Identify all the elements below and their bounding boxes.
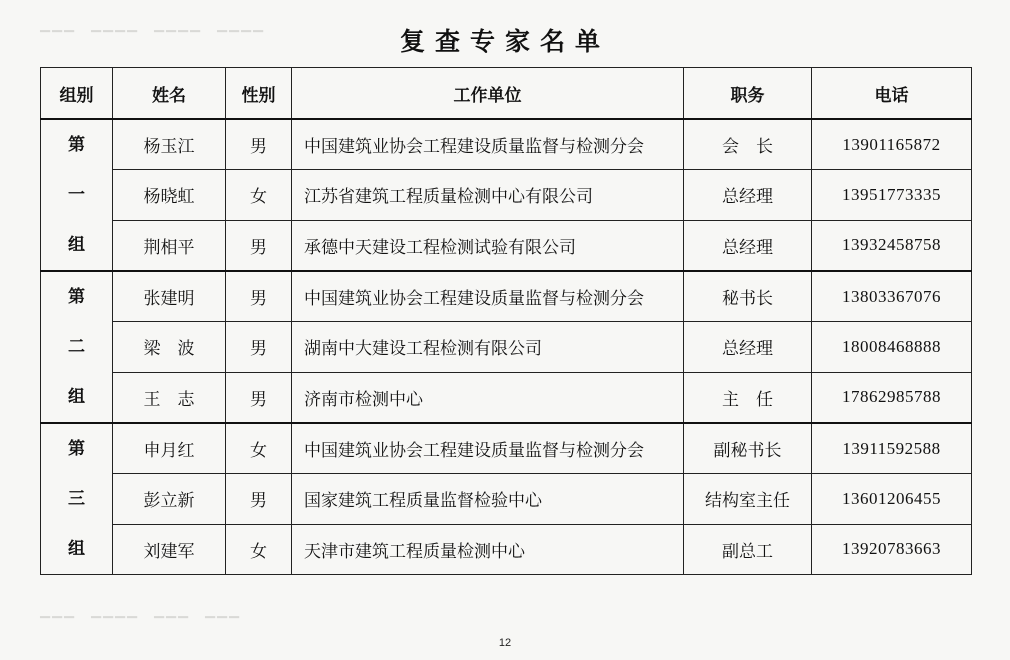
cell-unit: 天津市建筑工程质量检测中心 — [292, 524, 684, 574]
table-row — [41, 524, 972, 574]
cell-gender: 男 — [226, 474, 292, 524]
table-row — [41, 271, 972, 322]
header-unit: 工作单位 — [292, 68, 684, 120]
table-row — [41, 220, 972, 271]
cell-phone: 13803367076 — [812, 271, 972, 322]
header-group: 组别 — [41, 68, 113, 120]
cell-position: 会 长 — [684, 119, 812, 170]
cell-position: 副秘书长 — [684, 423, 812, 474]
page-number: 12 — [498, 637, 512, 649]
page-title: 复查专家名单 — [399, 27, 610, 56]
cell-phone: 13932458758 — [812, 220, 972, 271]
cell-unit: 江苏省建筑工程质量检测中心有限公司 — [292, 170, 684, 220]
cell-name: 杨晓虹 — [113, 170, 226, 220]
cell-name: 彭立新 — [113, 474, 226, 524]
table-row — [41, 423, 972, 474]
table-row — [41, 372, 972, 423]
group-label-char: 第 — [68, 135, 85, 155]
group-label-char: 第 — [68, 439, 85, 459]
group-label-char: 第 — [68, 287, 85, 307]
cell-position: 总经理 — [684, 322, 812, 372]
cell-position: 副总工 — [684, 524, 812, 574]
table-row — [41, 170, 972, 220]
cell-unit: 承德中天建设工程检测试验有限公司 — [292, 220, 684, 271]
cell-phone: 13951773335 — [812, 170, 972, 220]
cell-unit: 湖南中大建设工程检测有限公司 — [292, 322, 684, 372]
cell-gender: 男 — [226, 119, 292, 170]
header-phone: 电话 — [812, 68, 972, 120]
cell-phone: 13601206455 — [812, 474, 972, 524]
group-label-3 — [41, 423, 113, 575]
cell-position: 总经理 — [684, 170, 812, 220]
cell-name: 张建明 — [113, 271, 226, 322]
cell-name: 梁 波 — [113, 322, 226, 372]
group-label-char: 一 — [68, 185, 85, 205]
cell-gender: 女 — [226, 423, 292, 474]
cell-phone: 13901165872 — [812, 119, 972, 170]
group-label-2 — [41, 271, 113, 423]
cell-name: 刘建军 — [113, 524, 226, 574]
cell-gender: 女 — [226, 524, 292, 574]
cell-unit: 国家建筑工程质量监督检验中心 — [292, 474, 684, 524]
table-row — [41, 474, 972, 524]
bleed-through-top: ▁▁▁ ▁▁▁▁ ▁▁▁▁ ▁▁▁▁ — [40, 18, 265, 33]
cell-unit: 中国建筑业协会工程建设质量监督与检测分会 — [292, 423, 684, 474]
cell-unit: 中国建筑业协会工程建设质量监督与检测分会 — [292, 271, 684, 322]
cell-gender: 男 — [226, 271, 292, 322]
bleed-through-bottom: ▁▁▁ ▁▁▁▁ ▁▁▁ ▁▁▁ — [40, 604, 241, 619]
group-label-1 — [41, 119, 113, 271]
group-label-char: 三 — [68, 489, 85, 509]
header-gender: 性别 — [226, 68, 292, 120]
expert-roster-table — [40, 67, 972, 575]
cell-name: 荆相平 — [113, 220, 226, 271]
cell-gender: 男 — [226, 322, 292, 372]
cell-unit: 中国建筑业协会工程建设质量监督与检测分会 — [292, 119, 684, 170]
cell-position: 结构室主任 — [684, 474, 812, 524]
table-row — [41, 119, 972, 170]
cell-unit: 济南市检测中心 — [292, 372, 684, 423]
cell-phone: 17862985788 — [812, 372, 972, 423]
cell-gender: 女 — [226, 170, 292, 220]
cell-gender: 男 — [226, 220, 292, 271]
cell-phone: 13920783663 — [812, 524, 972, 574]
header-name: 姓名 — [113, 68, 226, 120]
table-row — [41, 322, 972, 372]
cell-gender: 男 — [226, 372, 292, 423]
cell-phone: 13911592588 — [812, 423, 972, 474]
group-label-char: 二 — [68, 337, 85, 357]
group-label-char: 组 — [68, 235, 85, 255]
cell-name: 杨玉江 — [113, 119, 226, 170]
table-header-row — [41, 68, 972, 120]
cell-position: 秘书长 — [684, 271, 812, 322]
group-label-char: 组 — [68, 387, 85, 407]
cell-phone: 18008468888 — [812, 322, 972, 372]
cell-position: 总经理 — [684, 220, 812, 271]
group-label-char: 组 — [68, 539, 85, 559]
cell-name: 王 志 — [113, 372, 226, 423]
cell-position: 主 任 — [684, 372, 812, 423]
header-position: 职务 — [684, 68, 812, 120]
cell-name: 申月红 — [113, 423, 226, 474]
